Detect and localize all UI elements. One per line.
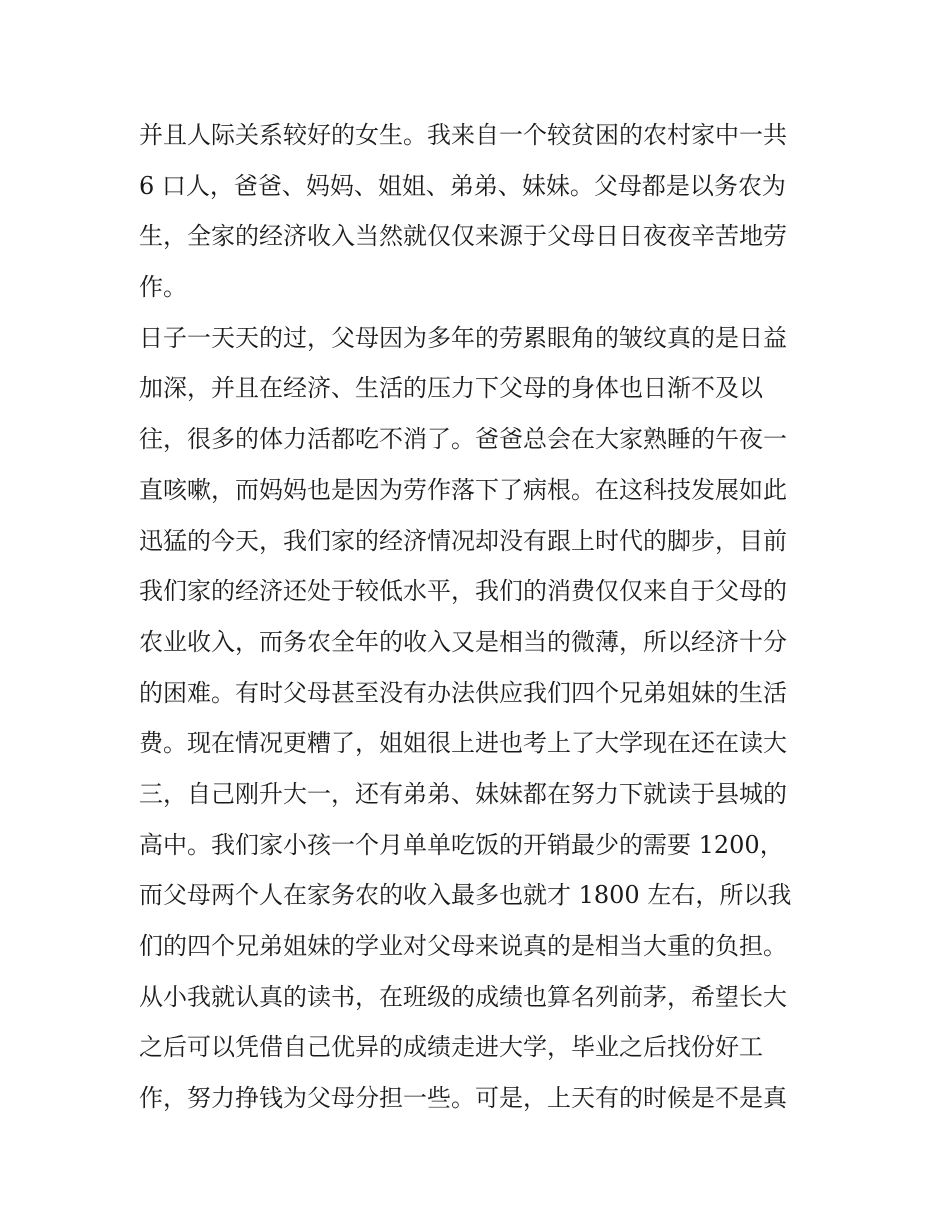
body-text bbox=[139, 110, 819, 1124]
text-line: 加深，并且在经济、生活的压力下父母的身体也日渐不及以 bbox=[139, 374, 763, 403]
text-line: 作，努力挣钱为父母分担一些。可是，上天有的时候是不是真 bbox=[139, 1084, 787, 1113]
text-line: 们的四个兄弟姐妹的学业对父母来说真的是相当大重的负担。 bbox=[139, 932, 787, 960]
text-line: 三，自己刚升大一，还有弟弟、妹妹都在努力下就读于县城的 bbox=[139, 779, 787, 808]
text-line: 费。现在情况更糟了，姐姐很上进也考上了大学现在还在读大 bbox=[139, 729, 787, 758]
text-line: 而父母两个人在家务农的收入最多也就才 1800 左右，所以我 bbox=[139, 881, 792, 910]
text-line: 的困难。有时父母甚至没有办法供应我们四个兄弟姐妹的生活 bbox=[139, 678, 787, 707]
text-line: 我们家的经济还处于较低水平，我们的消费仅仅来自于父母的 bbox=[139, 577, 787, 606]
text-line: 从小我就认真的读书，在班级的成绩也算名列前茅，希望长大 bbox=[139, 982, 787, 1011]
text-line: 日子一天天的过，父母因为多年的劳累眼角的皱纹真的是日益 bbox=[139, 323, 787, 352]
text-line: 并且人际关系较好的女生。我来自一个较贫困的农村家中一共 bbox=[139, 121, 787, 149]
text-line: 6 口人，爸爸、妈妈、姐姐、弟弟、妹妹。父母都是以务农为 bbox=[139, 171, 786, 200]
text-line: 生，全家的经济收入当然就仅仅来源于父母日日夜夜辛苦地劳 bbox=[139, 222, 787, 251]
text-line: 高中。我们家小孩一个月单单吃饭的开销最少的需要 1200， bbox=[139, 830, 784, 859]
text-line: 往，很多的体力活都吃不消了。爸爸总会在大家熟睡的午夜一 bbox=[139, 425, 787, 454]
text-line: 直咳嗽，而妈妈也是因为劳作落下了病根。在这科技发展如此 bbox=[139, 475, 787, 504]
text-line: 之后可以凭借自己优异的成绩走进大学，毕业之后找份好工 bbox=[139, 1033, 763, 1062]
text-line: 迅猛的今天，我们家的经济情况却没有跟上时代的脚步，目前 bbox=[139, 526, 787, 555]
text-line: 作。 bbox=[139, 273, 187, 302]
text-line: 农业收入，而务农全年的收入又是相当的微薄，所以经济十分 bbox=[139, 627, 787, 656]
